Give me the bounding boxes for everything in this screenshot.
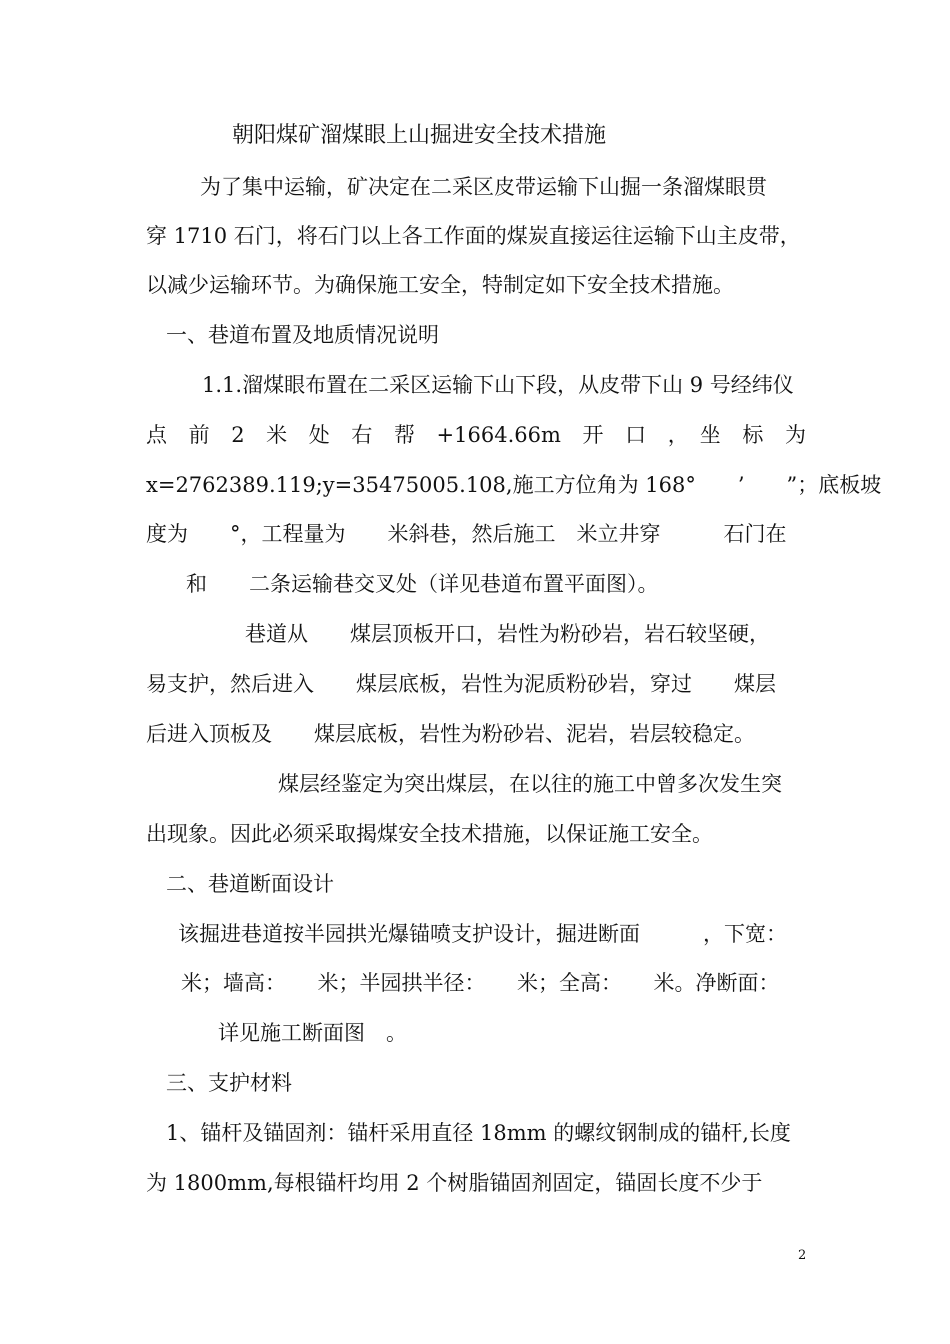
text-line: 易支护，然后进入 煤层底板，岩性为泥质粉砂岩，穿过 煤层 [146, 672, 776, 696]
text-line: 为了集中运输，矿决定在二采区皮带运输下山掘一条溜煤眼贯 [200, 175, 767, 199]
section-heading: 二、巷道断面设计 [166, 872, 334, 896]
text-line: 为 1800mm,每根锚杆均用 2 个树脂锚固剂固定，锚固长度不少于 [146, 1171, 763, 1195]
text-line: 详见施工断面图 。 [218, 1021, 407, 1045]
text-line: x=2762389.119;y=35475005.108,施工方位角为 168° ’ ”；底板坡 [146, 473, 882, 497]
text-line: 1、锚杆及锚固剂：锚杆采用直径 18mm 的螺纹钢制成的锚杆,长度 [166, 1121, 791, 1145]
text-line: 后进入顶板及 煤层底板，岩性为粉砂岩、泥岩，岩层较稳定。 [146, 722, 755, 746]
text-line: 度为 °，工程量为 米斜巷，然后施工 米立井穿 石门在 [146, 522, 787, 546]
text-line: 米；墙高： 米；半园拱半径： 米；全高： 米。净断面： [181, 971, 780, 995]
section-heading: 三、支护材料 [166, 1071, 292, 1095]
text-line: 1.1.溜煤眼布置在二采区运输下山下段，从皮带下山 9 号经纬仪 [202, 373, 794, 397]
text-line: 煤层经鉴定为突出煤层，在以往的施工中曾多次发生突 [278, 772, 782, 796]
text-line: 点 前 2 米 处 右 帮 +1664.66m 开 口 ， 坐 标 为 [146, 423, 806, 447]
section-heading: 一、巷道布置及地质情况说明 [166, 323, 439, 347]
text-line: 穿 1710 石门，将石门以上各工作面的煤炭直接运往运输下山主皮带， [146, 224, 801, 248]
text-line: 以减少运输环节。为确保施工安全，特制定如下安全技术措施。 [146, 273, 734, 297]
page-number: 2 [798, 1248, 807, 1263]
text-line: 该掘进巷道按半园拱光爆锚喷支护设计，掘进断面 ，下宽： [178, 922, 787, 946]
text-line: 和 二条运输巷交叉处（详见巷道布置平面图）。 [186, 572, 659, 596]
text-line: 巷道从 煤层顶板开口，岩性为粉砂岩，岩石较坚硬， [245, 622, 770, 646]
document-title: 朝阳煤矿溜煤眼上山掘进安全技术措施 [232, 123, 607, 148]
text-line: 出现象。因此必须采取揭煤安全技术措施，以保证施工安全。 [146, 822, 713, 846]
